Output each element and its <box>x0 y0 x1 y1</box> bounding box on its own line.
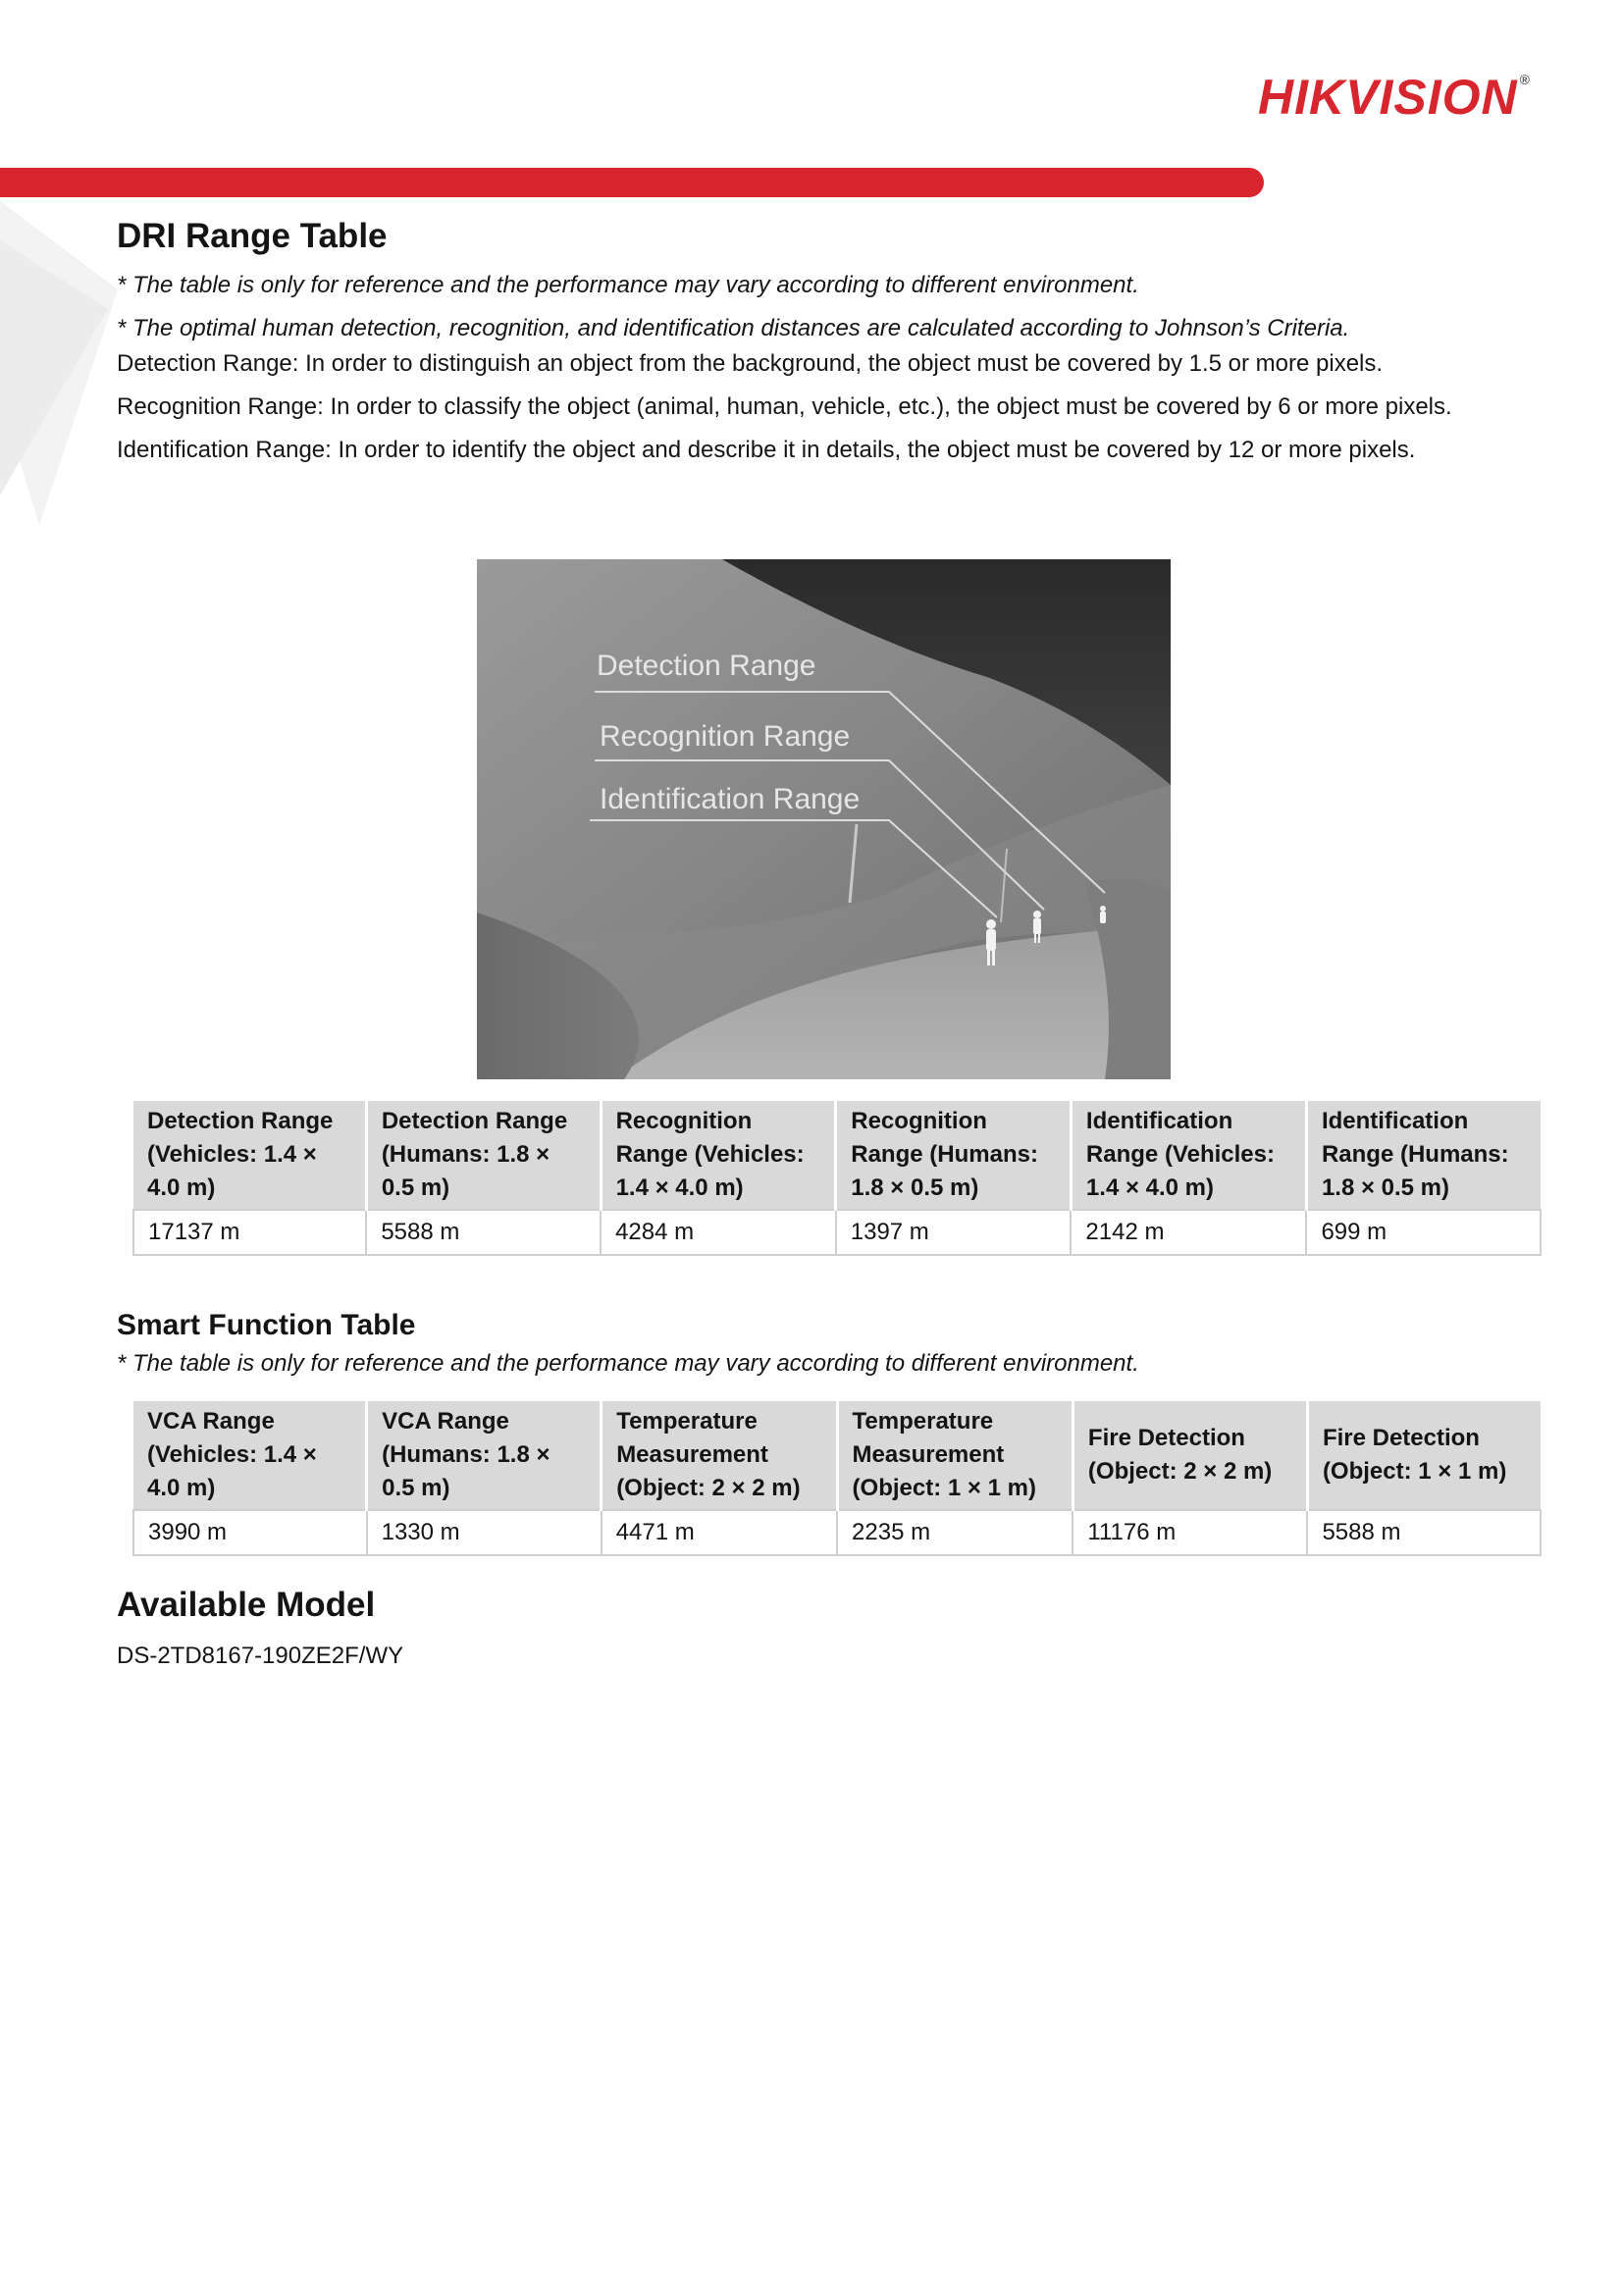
smart-function-note: * The table is only for reference and the performance may vary according to different environment. <box>117 1350 1139 1377</box>
table-header-cell: Recognition Range (Vehicles: 1.4 × 4.0 m) <box>601 1101 836 1210</box>
recognition-definition: Recognition Range: In order to classify the object (animal, human, vehicle, etc.), the object must be covered by 6 or more pixels. <box>117 393 1452 420</box>
table-row <box>133 1510 1541 1555</box>
table-header-cell: Temperature Measurement (Object: 2 × 2 m) <box>602 1401 837 1510</box>
smart-function-section <box>117 1308 1540 1381</box>
detection-definition: Detection Range: In order to distinguish an object from the background, the object must be covered by 1.5 or more pixels. <box>117 350 1384 377</box>
table-header-cell: Detection Range (Humans: 1.8 × 0.5 m) <box>366 1101 601 1210</box>
available-model-title: Available Model <box>117 1586 376 1624</box>
table-header-cell: Recognition Range (Humans: 1.8 × 0.5 m) <box>836 1101 1072 1210</box>
label-identification-range: Identification Range <box>600 783 861 815</box>
table-cell: 1330 m <box>367 1510 602 1555</box>
table-cell: 5588 m <box>366 1210 601 1255</box>
table-header-cell: Identification Range (Humans: 1.8 × 0.5 m) <box>1306 1101 1541 1210</box>
table-header-cell: Fire Detection (Object: 1 × 1 m) <box>1307 1401 1541 1510</box>
table-cell: 17137 m <box>133 1210 366 1255</box>
table-header-cell: VCA Range (Vehicles: 1.4 × 4.0 m) <box>133 1401 367 1510</box>
table-header-cell: Identification Range (Vehicles: 1.4 × 4.0 m) <box>1071 1101 1306 1210</box>
header-accent-bar <box>0 168 1264 197</box>
table-cell: 2142 m <box>1071 1210 1306 1255</box>
decorative-watermark-shape <box>0 201 118 525</box>
table-cell: 699 m <box>1306 1210 1541 1255</box>
label-recognition-range: Recognition Range <box>600 720 851 753</box>
dri-section <box>117 216 1540 467</box>
hikvision-logo: HIKVISION ® <box>1258 70 1531 125</box>
table-row <box>133 1210 1541 1255</box>
smart-function-title: Smart Function Table <box>117 1309 416 1341</box>
table-cell: 2235 m <box>837 1510 1073 1555</box>
table-cell: 3990 m <box>133 1510 367 1555</box>
dri-title: DRI Range Table <box>117 217 388 255</box>
table-cell: 4471 m <box>602 1510 837 1555</box>
dri-note-johnson: * The optimal human detection, recognition, and identification distances are calculated according to Johnson’s Criteria. <box>117 315 1350 341</box>
table-header-cell: VCA Range (Humans: 1.8 × 0.5 m) <box>367 1401 602 1510</box>
table-header-row <box>133 1101 1541 1210</box>
smart-function-table <box>132 1401 1542 1556</box>
table-header-cell: Fire Detection (Object: 2 × 2 m) <box>1073 1401 1307 1510</box>
table-cell: 11176 m <box>1073 1510 1307 1555</box>
table-cell: 4284 m <box>601 1210 836 1255</box>
table-cell: 1397 m <box>836 1210 1072 1255</box>
dri-note-reference: * The table is only for reference and the performance may vary according to different environment. <box>117 272 1139 298</box>
model-item: DS-2TD8167-190ZE2F/WY <box>117 1643 404 1669</box>
label-detection-range: Detection Range <box>597 650 816 682</box>
dri-range-table <box>132 1101 1542 1256</box>
thermal-dri-illustration <box>477 559 1171 1079</box>
identification-definition: Identification Range: In order to identify the object and describe it in details, the object must be covered by 12 or more pixels. <box>117 437 1416 463</box>
available-model-section <box>117 1585 1540 1673</box>
table-header-cell: Detection Range (Vehicles: 1.4 × 4.0 m) <box>133 1101 366 1210</box>
table-header-cell: Temperature Measurement (Object: 1 × 1 m) <box>837 1401 1073 1510</box>
table-header-row <box>133 1401 1541 1510</box>
table-cell: 5588 m <box>1307 1510 1541 1555</box>
